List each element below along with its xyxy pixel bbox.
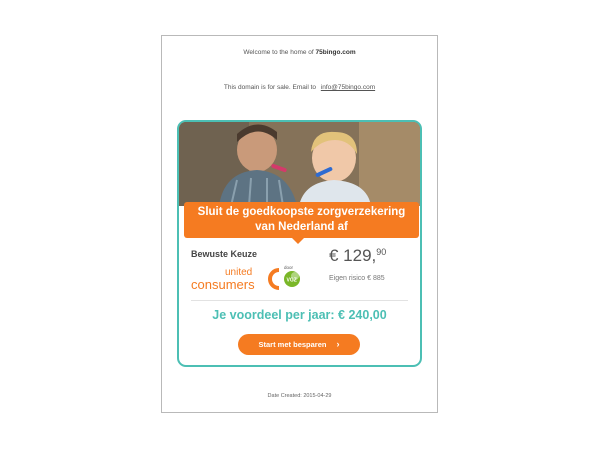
vgz-logo (283, 264, 301, 288)
sale-email-link[interactable]: info@75bingo.com (320, 84, 376, 91)
brand-line-2: consumers (191, 277, 255, 292)
insurance-ad[interactable] (177, 120, 422, 367)
product-name: Bewuste Keuze (191, 249, 258, 259)
date-created: Date Created: 2015-04-29 (267, 393, 332, 399)
ad-photo (179, 122, 420, 206)
cta-label: Start met besparen (258, 340, 327, 349)
chevron-right-icon: › (336, 339, 340, 349)
united-consumers-logo (191, 264, 291, 292)
savings-text: Je voordeel per jaar: € 240,00 (212, 308, 387, 322)
price-cents: 90 (376, 247, 387, 257)
partner-logo-text: VGZ (286, 277, 297, 284)
site-name: 75bingo.com (315, 49, 356, 56)
price (329, 246, 386, 266)
headline-line-1: Sluit de goedkoopste zorgverzekering (197, 206, 406, 218)
for-sale-text (162, 84, 437, 91)
parked-domain-page (161, 35, 438, 413)
deductible-text: Eigen risico € 885 (329, 275, 385, 282)
brand-line-1: united (225, 267, 253, 278)
divider (191, 300, 408, 301)
welcome-prefix: Welcome to the home of (243, 49, 314, 56)
banner-pointer (292, 238, 304, 244)
ad-headline-banner (184, 202, 419, 238)
price-main: € 129, (329, 246, 377, 265)
headline-line-2: van Nederland af (255, 221, 348, 233)
sale-text: This domain is for sale. Email to (223, 84, 316, 91)
welcome-text (162, 49, 437, 56)
father-child-photo-illustration (179, 122, 420, 206)
start-saving-button[interactable] (238, 334, 360, 355)
partner-prefix: door (284, 265, 294, 270)
